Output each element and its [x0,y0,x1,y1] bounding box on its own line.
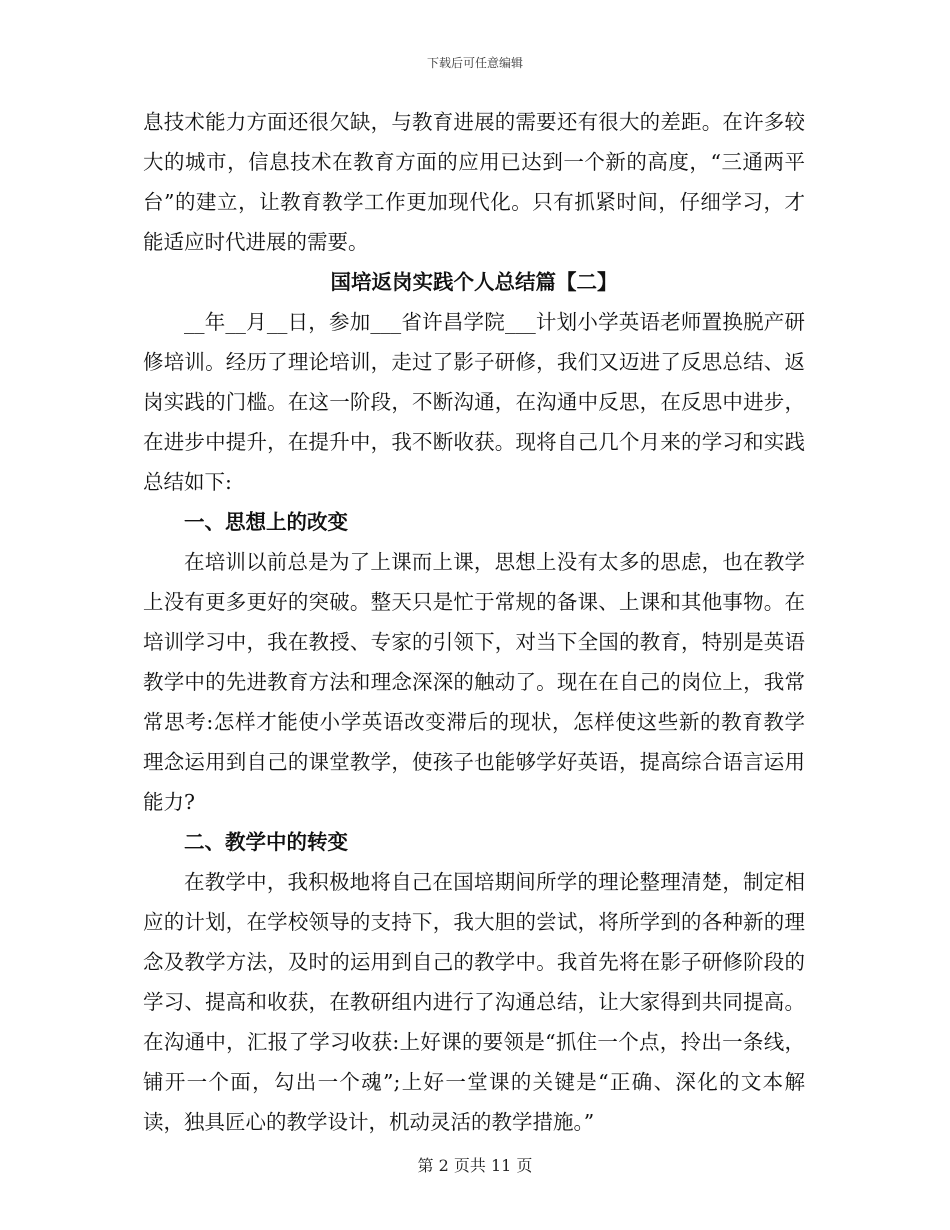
intro-paragraph: __年__月__日，参加___省许昌学院___计划小学英语老师置换脱产研修培训。经历了理论培训，走过了影子研修，我们又迈进了反思总结、返岗实践的门槛。在这一阶段，不断沟通，在沟通中反思，在反思中进步，在进步中提升，在提升中，我不断收获。现将自己几个月来的学习和实践总结如下: [143,310,805,494]
section-1-paragraph: 在培训以前总是为了上课而上课，思想上没有太多的思虑，也在教学上没有更多更好的突破。整天只是忙于常规的备课、上课和其他事物。在培训学习中，我在教授、专家的引领下，对当下全国的教育，特别是英语教学中的先进教育方法和理念深深的触动了。现在在自己的岗位上，我常常思考:怎样才能使小学英语改变滞后的现状，怎样使这些新的教育教学理念运用到自己的课堂教学，使孩子也能够学好英语，提高综合语言运用能力? [143,550,805,814]
section-2-paragraph: 在教学中，我积极地将自己在国培期间所学的理论整理清楚，制定相应的计划，在学校领导的支持下，我大胆的尝试，将所学到的各种新的理念及教学方法，及时的运用到自己的教学中。我首先将在影子研修阶段的学习、提高和收获，在教研组内进行了沟通总结，让大家得到共同提高。在沟通中，汇报了学习收获:上好课的要领是“抓住一个点，拎出一条线，铺开一个面，勾出一个魂”;上好一堂课的关键是“正确、深化的文本解读，独具匠心的教学设计，机动灵活的教学措施。” [143,870,805,1134]
page-number: 第 2 页共 11 页 [417,1156,533,1175]
section-title: 国培返岗实践个人总结篇【二】 [330,270,618,294]
document-body [143,102,805,1142]
continued-paragraph: 息技术能力方面还很欠缺，与教育进展的需要还有很大的差距。在许多较大的城市，信息技术在教育方面的应用已达到一个新的高度，“三通两平台”的建立，让教育教学工作更加现代化。只有抓紧时间，仔细学习，才能适应时代进展的需要。 [143,110,805,254]
page-header-note: 下载后可任意编辑 [426,56,523,70]
section-2-heading: 二、教学中的转变 [184,830,348,854]
section-1-heading: 一、思想上的改变 [184,510,348,534]
